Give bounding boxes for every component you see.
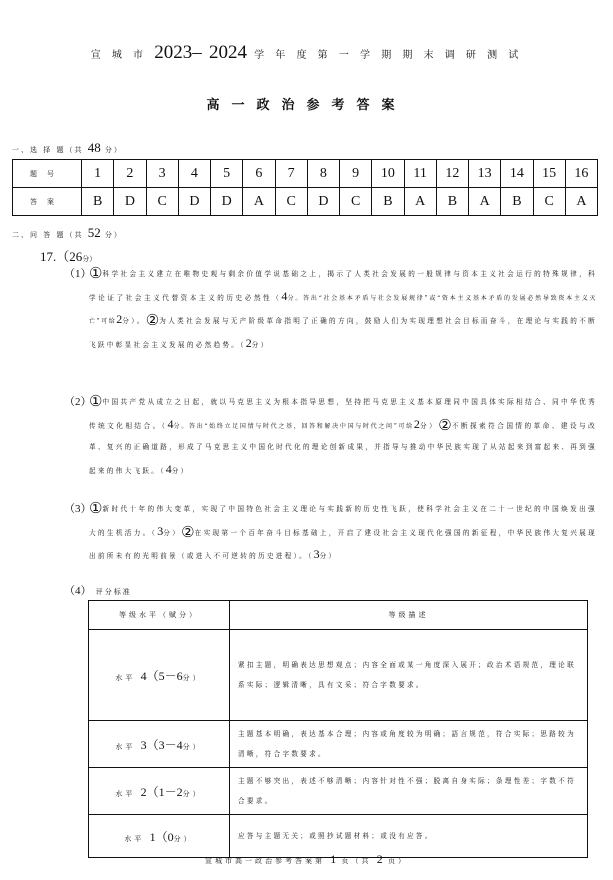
answer-text: 分）。: [122, 317, 146, 325]
section-1-label: 一、选 择 题（共: [12, 146, 84, 154]
question-number: 10: [372, 160, 404, 188]
number-row-label: 题号: [13, 160, 82, 188]
answer-letter: B: [82, 188, 114, 216]
level-paren: （: [146, 784, 159, 799]
level-prefix: 水平: [115, 789, 136, 798]
level-paren: （: [146, 737, 159, 752]
level-number: 1: [149, 829, 156, 844]
year-start: 2023: [154, 42, 193, 63]
score-value: 2: [245, 335, 252, 350]
point-marker: ①: [89, 264, 103, 282]
answer-letter: B: [501, 188, 533, 216]
level-paren: （: [146, 668, 159, 683]
part-4-label: （4）: [64, 585, 92, 597]
answer-table-number-row: [13, 160, 598, 188]
section-2-points: 52: [87, 225, 101, 240]
question-number: 11: [404, 160, 436, 188]
exam-name: 学 年 度 第 一 学 期 期 末 调 研 测 试: [254, 50, 523, 61]
scoring-row-level-4: [89, 630, 588, 721]
answer-text: 中国共产党从成立之日起，就以马克思主义为根本指导思想，坚持把马克思主义基本原理同中国具体实际相结合、同中华优秀传统文化相结合。（: [89, 398, 597, 430]
description-column-header: 等级描述: [230, 601, 588, 630]
answer-letter: C: [340, 188, 372, 216]
question-number: 14: [501, 160, 533, 188]
scoring-row-level-2: [89, 768, 588, 815]
q17-label: 17.（: [40, 249, 70, 264]
point-marker: ②: [438, 415, 452, 434]
question-number: 12: [436, 160, 468, 188]
answer-row-label: 答案: [13, 188, 82, 216]
answer-letter: D: [307, 188, 339, 216]
answer-note: 分。答出“始终立足国情与时代之基，回答和解决中国与时代之问”可给: [173, 422, 414, 430]
point-marker: ①: [89, 499, 103, 517]
answer-letter: B: [372, 188, 404, 216]
answer-table-answer-row: [13, 188, 598, 216]
page-subtitle: 高一政治参考答案: [206, 98, 407, 113]
score-value: 4: [165, 461, 172, 476]
score-value: 2: [413, 416, 420, 431]
scoring-table: [88, 600, 588, 858]
part-1-label: （1）: [64, 268, 92, 280]
part-1-answer: [89, 263, 597, 356]
point-marker: ①: [89, 392, 103, 410]
question-number: 15: [533, 160, 565, 188]
answer-letter: A: [469, 188, 501, 216]
score-value: 2: [116, 312, 123, 326]
year-dash: –: [192, 42, 202, 63]
level-prefix: 水平: [124, 834, 145, 843]
section-2-unit: 分）: [104, 231, 123, 239]
total-pages: 2: [376, 852, 383, 866]
level-description: 紧扣主题，明确表达思想观点；内容全面或某一角度深入展开；政治术语规范，理论联系实际；逻辑清晰，具有文采；符合字数要求。: [230, 630, 588, 721]
answer-text: 分）: [171, 466, 190, 475]
level-description: 主题基本明确，表达基本合理；内容或角度较为明确；語言规范，符合实际；思路较为清晰，符合字数要求。: [230, 721, 588, 768]
level-score: 5－6: [158, 668, 183, 683]
question-number: 4: [178, 160, 210, 188]
level-unit: 分）: [173, 834, 194, 843]
footer-text: 宣城市高一政治参考答案第: [205, 857, 326, 865]
question-number: 9: [340, 160, 372, 188]
question-number: 8: [307, 160, 339, 188]
level-cell: [89, 630, 230, 721]
level-cell: [89, 721, 230, 768]
answer-letter: A: [404, 188, 436, 216]
level-number: 4: [140, 668, 147, 683]
part-3-label: （3）: [64, 503, 92, 515]
section-1-heading: [12, 140, 123, 156]
level-prefix: 水平: [115, 673, 136, 682]
footer-text: 页（共: [341, 857, 372, 865]
level-number: 2: [140, 784, 147, 799]
scoring-criteria-label: 评分标准: [95, 588, 132, 596]
level-number: 3: [140, 737, 147, 752]
answer-letter: A: [565, 188, 597, 216]
footer-text: 页）: [387, 857, 408, 865]
question-number: 6: [243, 160, 275, 188]
answer-letter: A: [243, 188, 275, 216]
section-1-points: 48: [87, 140, 101, 155]
year-end: 2024: [208, 42, 247, 63]
level-unit: 分）: [182, 742, 203, 751]
exam-title: [0, 42, 613, 64]
answer-letter: C: [533, 188, 565, 216]
level-cell: [89, 768, 230, 815]
part-3-answer: [89, 498, 597, 568]
score-value: 3: [157, 523, 164, 538]
score-value: 4: [167, 416, 174, 431]
answer-letter: D: [178, 188, 210, 216]
question-number: 7: [275, 160, 307, 188]
q17-points: 26: [69, 249, 83, 264]
level-prefix: 水平: [115, 742, 136, 751]
answer-text: 不断探索符合国情的革命、建设与改革、复兴的正确道路，形成了马克思主义中国化时代化的理论创新成果，并指导与推动中华民族实现了从站起来到富起来、再到强起来的伟大飞跃。（: [89, 421, 597, 475]
answer-letter: D: [211, 188, 243, 216]
level-paren: （: [155, 829, 168, 844]
answer-text: 分）: [319, 552, 338, 560]
level-unit: 分）: [182, 789, 203, 798]
page-number: 1: [330, 852, 337, 866]
level-score: 0: [167, 829, 174, 844]
answer-note: 分。答出“社会基本矛盾与社会发展规律”或“资本主义基本矛盾的发展必然导致资本主义灭亡”可给: [89, 294, 597, 325]
point-marker: ②: [145, 311, 160, 329]
question-number: 5: [211, 160, 243, 188]
answer-text: 分）: [163, 528, 182, 537]
level-column-header: 等级水平（赋分）: [89, 601, 230, 630]
question-number: 16: [565, 160, 597, 188]
scoring-row-level-3: [89, 721, 588, 768]
answer-text: 分）: [251, 340, 270, 349]
answer-text: 为人类社会发展与无产阶级革命指明了正确的方向，鼓励人们为实现理想社会目标而奋斗，在理论与实践的不断飞跃中彰显社会主义发展的必然趋势。（: [89, 317, 597, 349]
school-name: 宣 城 市: [90, 50, 148, 61]
section-2-heading: [12, 225, 123, 241]
level-description: 应答与主题无关；或照抄试题材料；或没有应答。: [230, 815, 588, 858]
level-unit: 分）: [182, 673, 203, 682]
part-4-heading: [64, 582, 132, 598]
level-score: 1－2: [158, 784, 183, 799]
level-score: 3－4: [158, 737, 183, 752]
score-value: 3: [313, 547, 320, 561]
level-description: 主题不够突出，表述不够清晰；内容针对性不强；脱离自身实际；条理性差；字数不符合要求。: [230, 768, 588, 815]
answer-letter: B: [436, 188, 468, 216]
question-number: 3: [146, 160, 178, 188]
question-number: 2: [114, 160, 146, 188]
answer-text: 科学社会主义建立在唯物史观与剩余价值学说基础之上，揭示了人类社会发展的一般规律与资本主义社会运行的特殊规律，科学论证了社会主义代替资本主义的历史必然性（: [89, 270, 597, 302]
answer-text: 分）: [419, 421, 439, 430]
scoring-table-header: [89, 601, 588, 630]
point-marker: ②: [181, 522, 195, 541]
page-footer: [0, 852, 613, 867]
section-1-unit: 分）: [104, 146, 123, 154]
part-2-answer: [89, 391, 597, 482]
answer-letter: C: [275, 188, 307, 216]
question-17-heading: [40, 246, 96, 265]
part-2-label: （2）: [64, 396, 92, 408]
answer-table: [12, 159, 598, 216]
section-2-label: 二、问 答 题（共: [12, 231, 84, 239]
answer-text: 新时代十年的伟大变革，实现了中国特色社会主义理论与实践新的历史性飞跃，使科学社会主义在二十一世纪的中国焕发出强大的生机活力。（: [89, 505, 597, 537]
answer-text: 在实现第一个百年奋斗目标基础上，开启了建设社会主义现代化强国的新征程，中华民族伟大复兴展现出前所未有的光明前景（或进入不可逆转的历史进程）。（: [89, 528, 597, 560]
question-number: 13: [469, 160, 501, 188]
q17-unit: 分）: [82, 255, 97, 263]
answer-letter: D: [114, 188, 146, 216]
question-number: 1: [82, 160, 114, 188]
answer-letter: C: [146, 188, 178, 216]
score-value: 4: [281, 288, 288, 303]
